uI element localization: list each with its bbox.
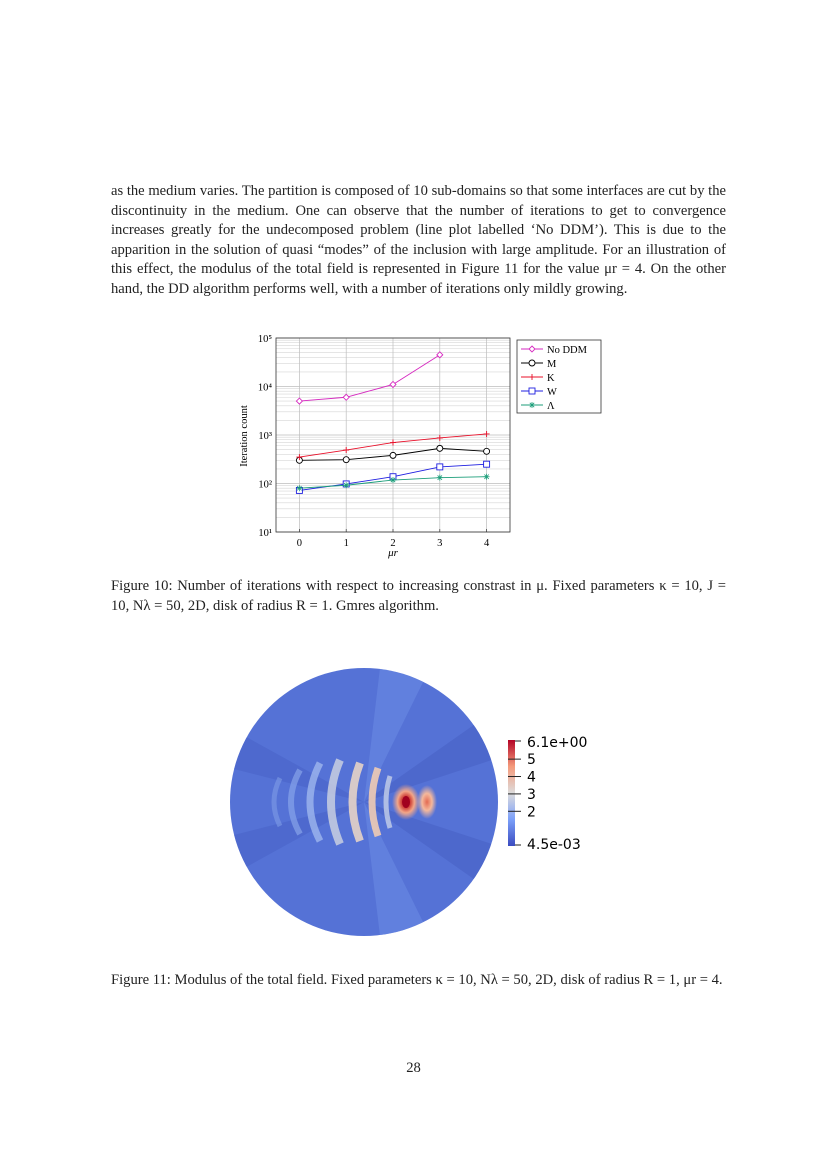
y-axis-ticks [258, 334, 273, 539]
marker-square [484, 461, 490, 467]
marker-circle [437, 445, 443, 451]
field-disk [230, 668, 498, 936]
colorbar-tick-label: 3 [527, 786, 536, 803]
y-tick-label: 10⁴ [257, 382, 272, 394]
body-paragraph: as the medium varies. The partition is composed of 10 sub-domains so that some interfaces are cut by the discontinuity in the medium. One can observe that the number of iterations to get to convergence increases greatly for the undecomposed problem (line plot labelled ‘No DDM’). This is due to the apparition in the solution of quasi “modes” of the inclusion with large amplitude. For an illustration of this effect, the modulus of the total field is represented in Figure 11 for the value μr = 4. On the other hand, the DD algorithm performs well, with a number of iterations only mildly growing. [111, 183, 726, 297]
marker-circle [484, 448, 490, 454]
colorbar-tick-label: 4 [527, 769, 536, 786]
marker-circle [529, 360, 535, 366]
x-tick-label: 4 [483, 538, 490, 549]
x-tick-label: 2 [390, 538, 396, 549]
marker-square [529, 388, 535, 394]
y-tick-label: 10² [258, 479, 272, 491]
colorbar-tick-label: 5 [527, 752, 536, 769]
marker-asterisk [529, 402, 535, 408]
marker-asterisk [390, 477, 396, 483]
y-tick-label: 10³ [258, 431, 272, 442]
marker-asterisk [484, 474, 490, 480]
x-tick-label: 3 [437, 538, 443, 549]
marker-asterisk [343, 482, 349, 488]
x-axis-label: μr [388, 547, 398, 559]
legend-label: K [547, 373, 555, 384]
colorbar-min-label: 4.5e-03 [527, 837, 581, 853]
page-number: 28 [406, 1060, 421, 1076]
legend-label: Λ [547, 401, 555, 412]
legend-label: No DDM [547, 345, 587, 356]
marker-square [437, 464, 443, 470]
marker-circle [390, 452, 396, 458]
legend-label: W [547, 387, 557, 398]
legend [517, 340, 601, 413]
y-tick-label: 10¹ [258, 528, 272, 539]
figure-10-caption: Figure 10: Number of iterations with respect to increasing constrast in μ. Fixed parameters κ = 10, J = 10, Nλ = 50, 2D, disk of radius R = 1. Gmres algorithm. [111, 578, 726, 614]
y-tick-label: 10⁵ [257, 334, 272, 345]
legend-label: M [547, 359, 557, 370]
marker-asterisk [437, 475, 443, 481]
colorbar-max-label: 6.1e+00 [527, 735, 588, 751]
total-field-figure [230, 668, 600, 940]
marker-circle [343, 457, 349, 463]
colorbar-tick-label: 2 [527, 804, 536, 821]
x-tick-label: 0 [296, 538, 303, 549]
y-axis-label: Iteration count [239, 405, 250, 467]
iteration-count-chart [225, 330, 605, 566]
marker-asterisk [296, 485, 302, 491]
figure-11-caption: Figure 11: Modulus of the total field. Fixed parameters κ = 10, Nλ = 50, 2D, disk of radius R = 1, μr = 4. [111, 972, 723, 988]
colorbar [508, 740, 515, 846]
x-tick-label: 1 [343, 538, 349, 549]
